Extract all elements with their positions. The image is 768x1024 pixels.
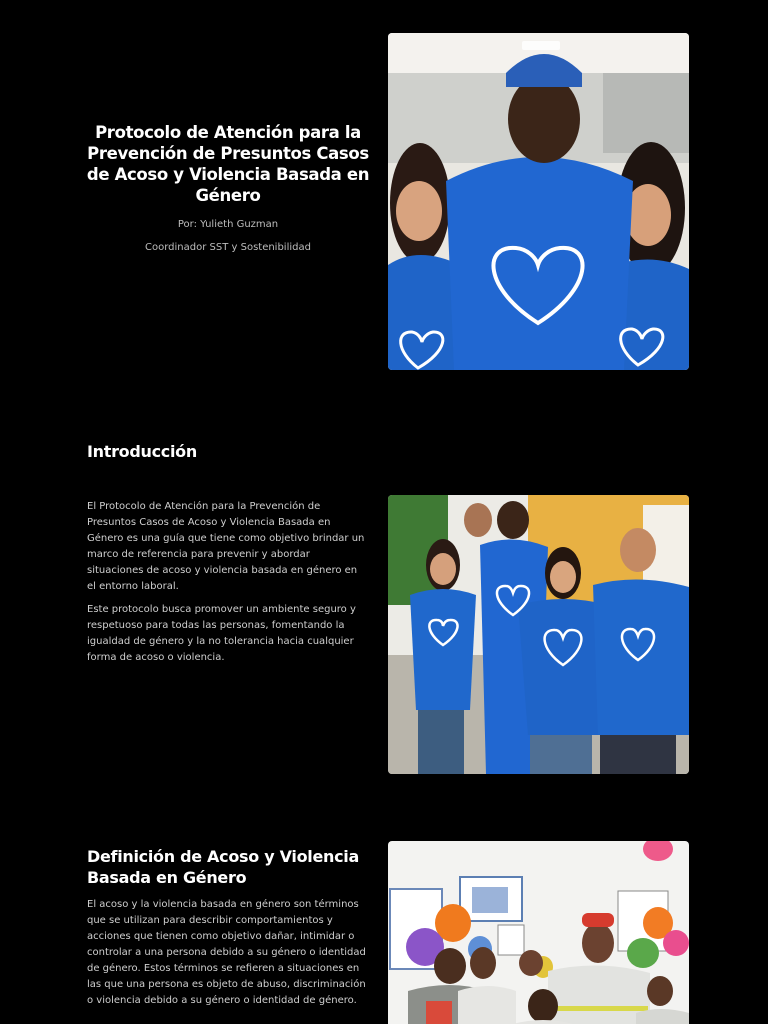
introduccion-paragraph-2: Este protocolo busca promover un ambiente seguro y respetuoso para todas las personas, fomentando la igualdad de género y la no tolerancia hacia cualquier forma de acoso o violencia. bbox=[87, 604, 356, 663]
group-photo-illustration bbox=[388, 33, 689, 370]
team-photo-illustration bbox=[388, 495, 689, 774]
definicion-heading: Definición de Acoso y Violencia Basada en Género bbox=[87, 847, 359, 887]
cover-title-block bbox=[84, 122, 372, 253]
definicion-photo bbox=[388, 841, 689, 1024]
introduccion-heading: Introducción bbox=[87, 442, 197, 461]
introduccion-paragraph-1: El Protocolo de Atención para la Prevención de Presuntos Casos de Acoso y Violencia Basada en Género es una guía que tiene como objetivo brindar un marco de referencia para prevenir y abordar situaciones de acoso y violencia basada en género en el entorno laboral. bbox=[87, 501, 365, 592]
definicion-text bbox=[87, 897, 369, 1016]
workers-with-balloons-illustration bbox=[388, 841, 689, 1024]
author-role: Coordinador SST y Sostenibilidad bbox=[145, 242, 311, 253]
cover-photo bbox=[388, 33, 689, 370]
definicion-paragraph-1: El acoso y la violencia basada en género son términos que se utilizan para describir comportamientos y acciones que tienen como objetivo dañar, intimidar o controlar a una persona debido a su género o identidad de género. Estos términos se refieren a situaciones en las que una persona es objeto de abuso, discriminación o violencia debido a su género o identidad de género. bbox=[87, 899, 366, 1006]
introduccion-text bbox=[87, 499, 369, 673]
document-title: Protocolo de Atención para la Prevención de Presuntos Casos de Acoso y Violencia Basada en Género bbox=[86, 123, 370, 205]
author-line: Por: Yulieth Guzman bbox=[177, 219, 279, 230]
introduccion-photo bbox=[388, 495, 689, 774]
